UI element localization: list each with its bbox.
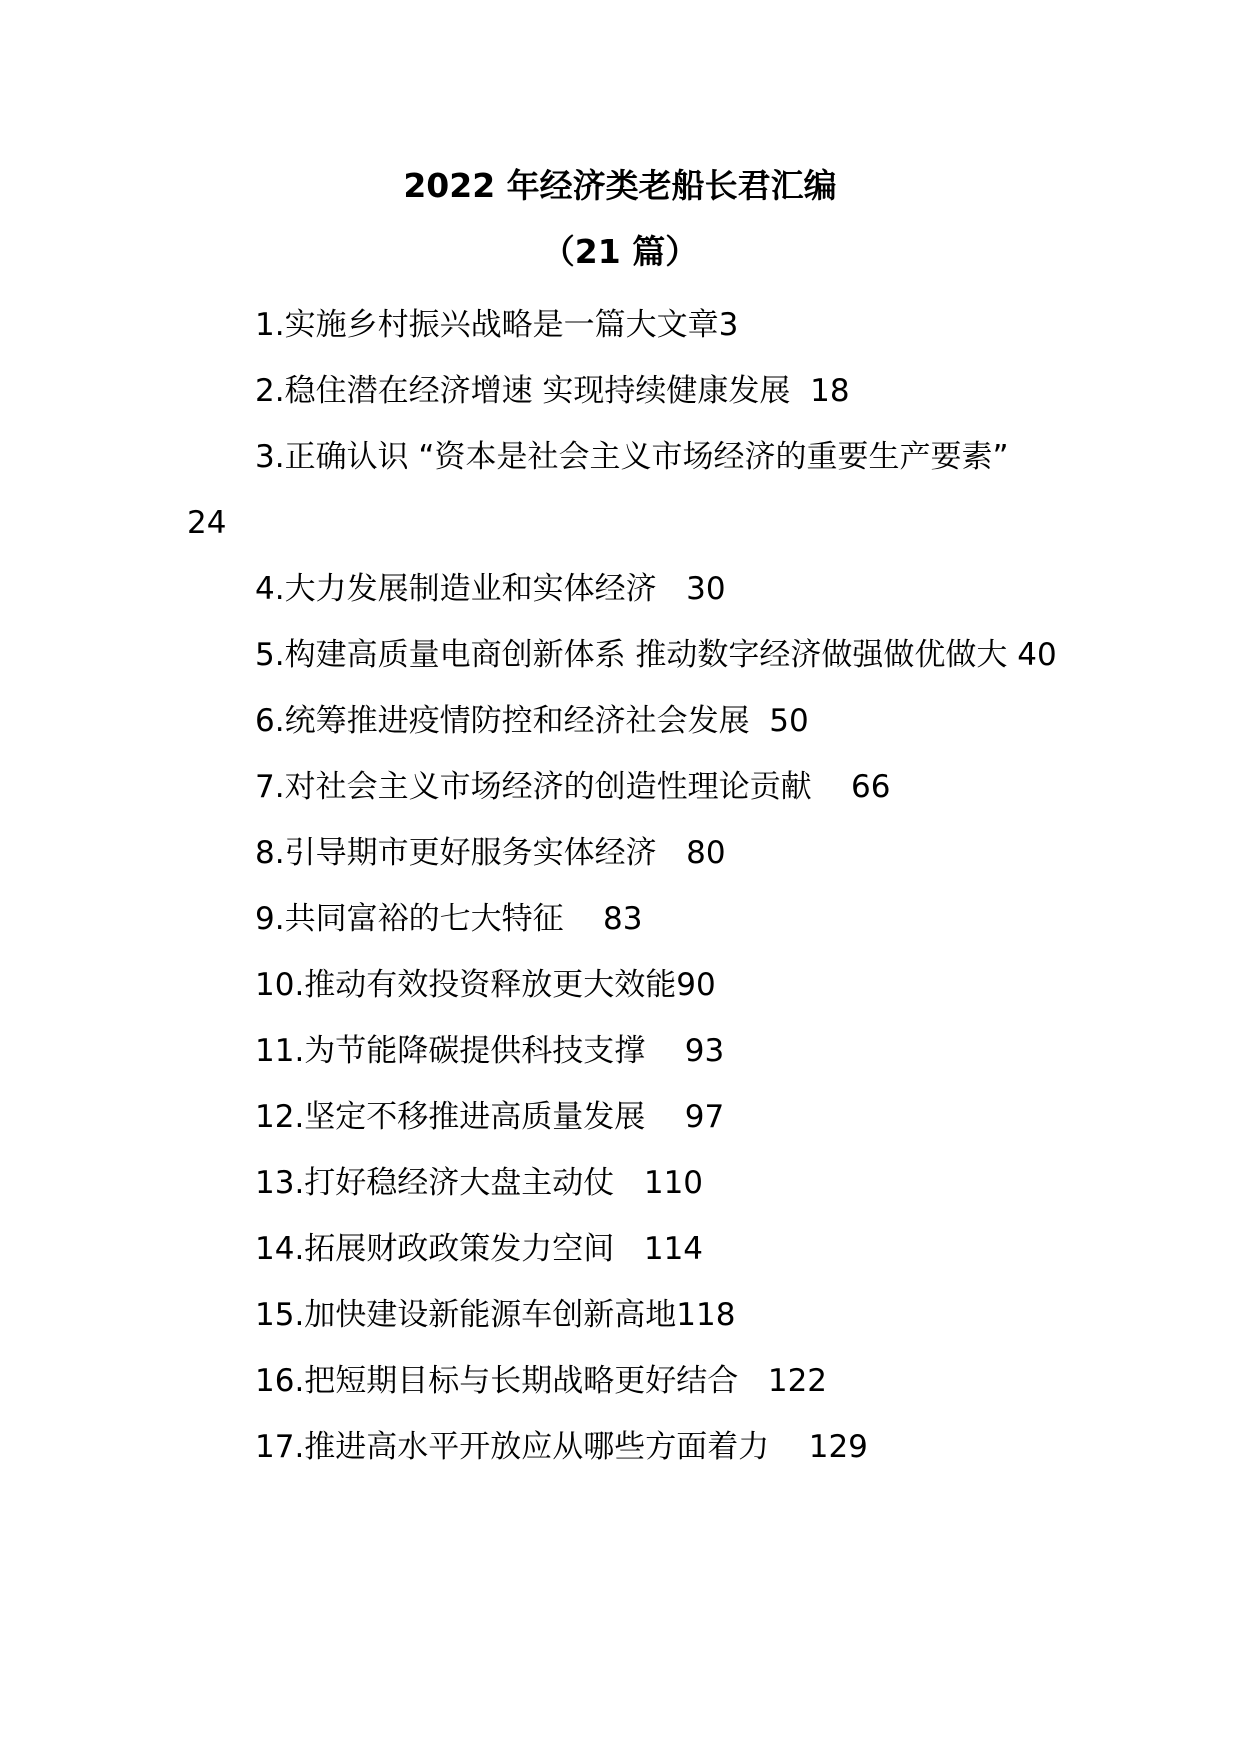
- document-title: 2022 年经济类老船长君汇编: [403, 166, 837, 205]
- toc-item: 3.正确认识 “资本是社会主义市场经济的重要生产要素” 24: [187, 439, 1039, 541]
- toc-item: 13.打好稳经济大盘主动仗 110: [255, 1165, 704, 1201]
- toc-item: 16.把短期目标与长期战略更好结合 122: [255, 1363, 828, 1399]
- toc-item: 14.拓展财政政策发力空间 114: [255, 1231, 704, 1267]
- toc-item: 5.构建高质量电商创新体系 推动数字经济做强做优做大 40: [255, 637, 1057, 673]
- toc-item: 11.为节能降碳提供科技支撑 93: [255, 1033, 725, 1069]
- toc-item: 9.共同富裕的七大特征 83: [255, 901, 643, 937]
- toc-item: 8.引导期市更好服务实体经济 80: [255, 835, 726, 871]
- toc-item: 4.大力发展制造业和实体经济 30: [255, 571, 726, 607]
- document-subtitle: （21 篇）: [541, 232, 699, 271]
- toc-item: 15.加快建设新能源车创新高地118: [255, 1297, 736, 1333]
- toc-item: 12.坚定不移推进高质量发展 97: [255, 1099, 725, 1135]
- table-of-contents: [187, 292, 1067, 1480]
- toc-item: 7.对社会主义市场经济的创造性理论贡献 66: [255, 769, 891, 805]
- toc-item: 6.统筹推进疫情防控和经济社会发展 50: [255, 703, 809, 739]
- toc-item: 1.实施乡村振兴战略是一篇大文章3: [255, 307, 739, 343]
- toc-item: 17.推进高水平开放应从哪些方面着力 129: [255, 1429, 868, 1465]
- toc-item: 10.推动有效投资释放更大效能90: [255, 967, 716, 1003]
- toc-item: 2.稳住潜在经济增速 实现持续健康发展 18: [255, 373, 850, 409]
